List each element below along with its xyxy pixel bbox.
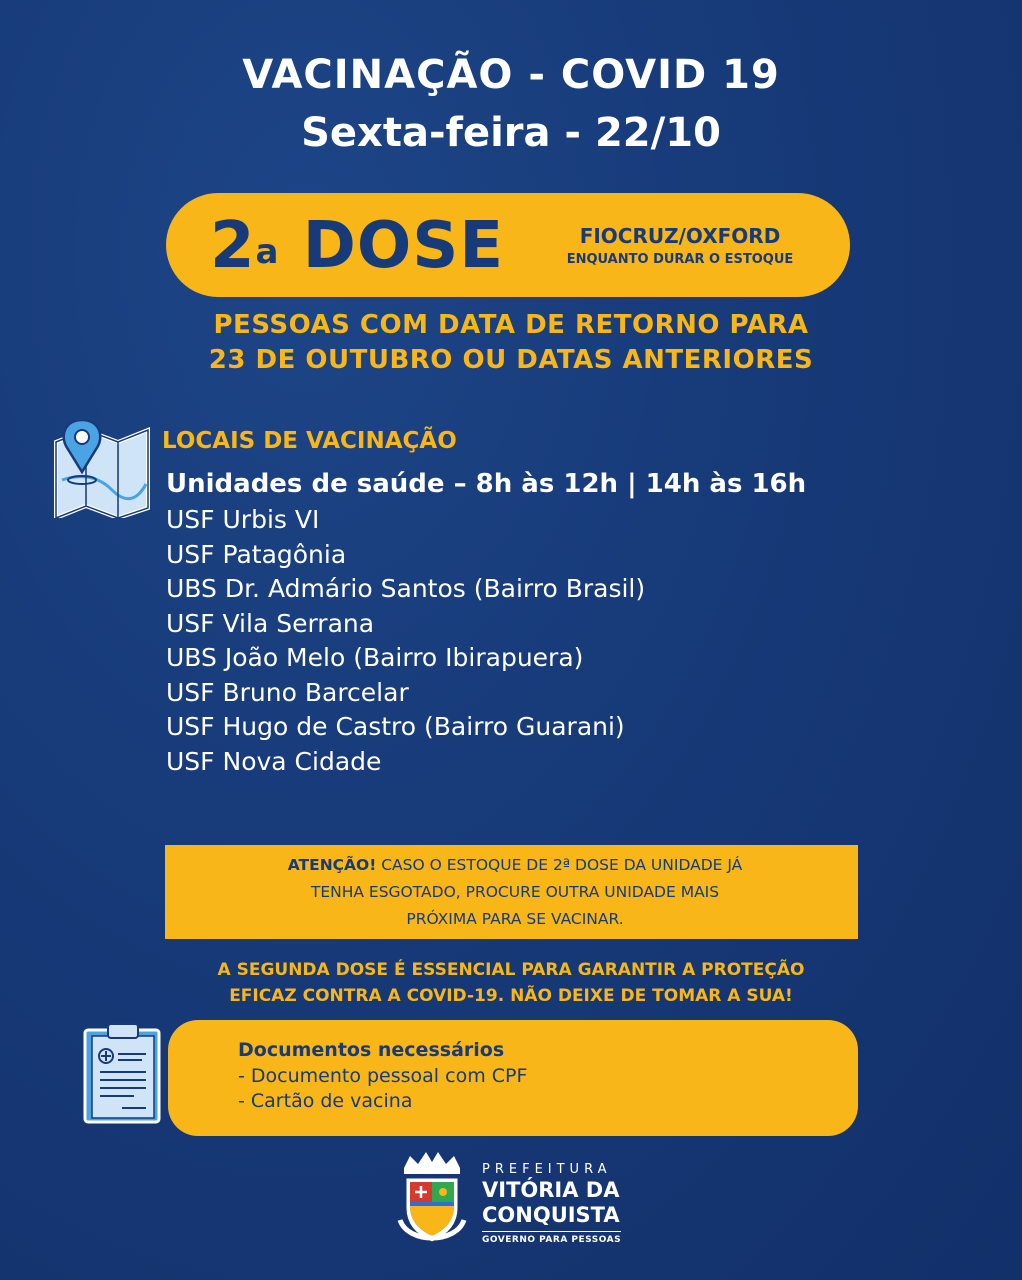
city-seal-icon (396, 1150, 468, 1250)
essential-line: EFICAZ CONTRA A COVID-19. NÃO DEIXE DE TOMAR A SUA! (229, 986, 793, 1006)
locations-list (166, 503, 645, 779)
vaccine-name: FIOCRUZ/OXFORD (579, 224, 781, 248)
dose-label (210, 206, 504, 286)
units-hours: Unidades de saúde – 8h às 12h | 14h às 16h (166, 469, 807, 499)
list-item: - Documento pessoal com CPF (238, 1065, 528, 1087)
logo-line: PREFEITURA (482, 1162, 612, 1177)
list-item: USF Vila Serrana (166, 608, 375, 638)
list-item: USF Nova Cidade (166, 746, 382, 776)
audience-text (0, 308, 1022, 378)
list-item: UBS João Melo (Bairro Ibirapuera) (166, 643, 584, 672)
dose-word: DOSE (302, 209, 505, 283)
list-item: USF Bruno Barcelar (166, 677, 409, 707)
logo-line: CONQUISTA (482, 1203, 620, 1227)
dose-number: 2 (210, 209, 256, 283)
warning-line: PRÓXIMA PARA SE VACINAR. (406, 910, 624, 928)
audience-line: PESSOAS COM DATA DE RETORNO PARA (213, 310, 809, 340)
list-item: USF Patagônia (166, 539, 347, 569)
locations-heading: LOCAIS DE VACINAÇÃO (162, 428, 457, 454)
warning-lead: ATENÇÃO! (287, 856, 377, 874)
list-item: - Cartão de vacina (238, 1090, 413, 1112)
dose-ordinal: a (255, 232, 280, 272)
essential-message (0, 957, 1022, 1009)
warning-text (230, 852, 800, 933)
logo-tagline: GOVERNO PARA PESSOAS (482, 1231, 621, 1245)
page-title: VACINAÇÃO - COVID 19 (242, 52, 780, 98)
prefeitura-logo (482, 1162, 621, 1246)
warning-line: TENHA ESGOTADO, PROCURE OUTRA UNIDADE MAIS (310, 883, 720, 901)
list-item: USF Hugo de Castro (Bairro Guarani) (166, 712, 625, 741)
list-item: USF Urbis VI (166, 505, 320, 534)
warning-line: CASO O ESTOQUE DE 2ª DOSE DA UNIDADE JÁ (376, 856, 743, 874)
documents-heading: Documentos necessários (238, 1039, 505, 1061)
audience-line: 23 DE OUTUBRO OU DATAS ANTERIORES (208, 345, 814, 375)
documents-list (238, 1064, 527, 1114)
list-item: UBS Dr. Admário Santos (Bairro Brasil) (166, 574, 646, 603)
essential-line: A SEGUNDA DOSE É ESSENCIAL PARA GARANTIR A PROTEÇÃO (217, 960, 805, 980)
logo-line: VITÓRIA DA (482, 1178, 620, 1202)
stock-note: ENQUANTO DURAR O ESTOQUE (566, 252, 794, 267)
page-date: Sexta-feira - 22/10 (301, 110, 721, 156)
vaccine-info (540, 224, 820, 267)
map-pin-icon (52, 420, 152, 518)
clipboard-icon (82, 1020, 164, 1124)
